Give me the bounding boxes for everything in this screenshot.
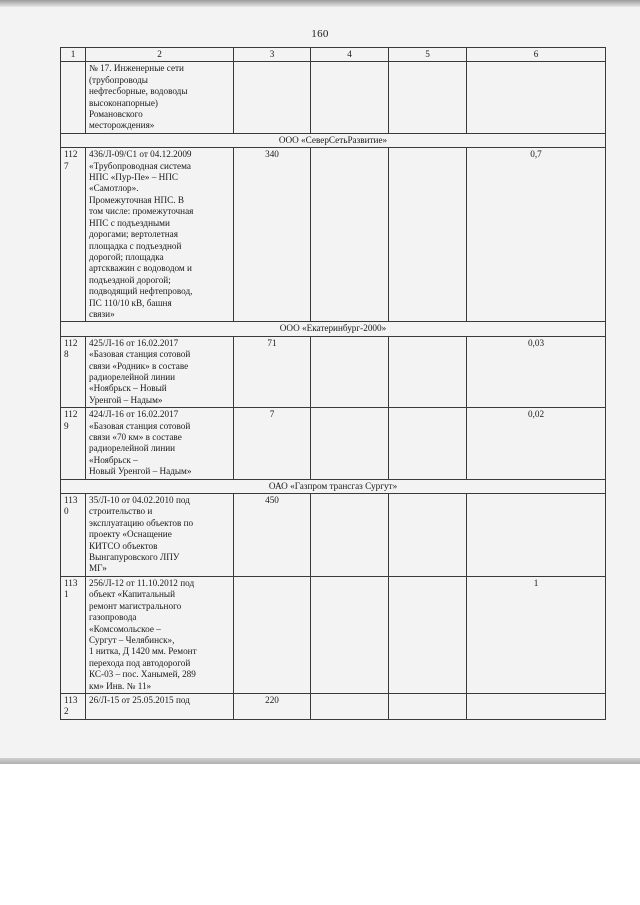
row-col3: 7: [234, 408, 311, 479]
row-number: [61, 62, 86, 133]
row-col6: 1: [467, 576, 606, 693]
row-col5: [389, 336, 467, 407]
org-name: ООО «Екатеринбург-2000»: [61, 322, 606, 336]
row-col3: 450: [234, 494, 311, 577]
row-description: № 17. Инженерные сети (трубопроводы нефтесборные, водоводы высоконапорные) Романовского месторождения»: [86, 62, 234, 133]
row-col4: [311, 62, 389, 133]
column-header-6: 6: [467, 48, 606, 62]
row-description: 26/Л-15 от 25.05.2015 под: [86, 693, 234, 719]
row-col3: [234, 576, 311, 693]
row-col6: [467, 62, 606, 133]
table-row: [61, 693, 606, 719]
row-number: 1128: [61, 336, 86, 407]
row-col3: 71: [234, 336, 311, 407]
column-header-2: 2: [86, 48, 234, 62]
row-description: 256/Л-12 от 11.10.2012 под объект «Капитальный ремонт магистрального газопровода «Комсомольское – Сургут – Челябинск», 1 нитка, Д 1420 мм. Ремонт перехода под автодорогой КС-03 – пос. Ханымей, 289 км» Инв. № 11»: [86, 576, 234, 693]
row-col3: 220: [234, 693, 311, 719]
row-col4: [311, 693, 389, 719]
scan-edge-top: [0, 0, 640, 7]
row-description: 424/Л-16 от 16.02.2017 «Базовая станция сотовой связи «70 км» в составе радиорелейной линии «Ноябрьск – Новый Уренгой – Надым»: [86, 408, 234, 479]
row-description: 425/Л-16 от 16.02.2017 «Базовая станция сотовой связи «Родник» в составе радиорелейной линии «Ноябрьск – Новый Уренгой – Надым»: [86, 336, 234, 407]
registry-table: [60, 47, 606, 720]
row-description: 436/Л-09/С1 от 04.12.2009 «Трубопроводная система НПС «Пур-Пе» – НПС «Самотлор». Промежуточная НПС. В том числе: промежуточная НПС с подъездными дорогами; вертолетная площадка с подъездной дорогой; площадка артскважин с водоводом и подъездной дорогой; подводящий нефтепровод, ПС 110/10 кВ, башня связи»: [86, 148, 234, 322]
scan-edge-bottom: [0, 758, 640, 764]
row-col6: 0,02: [467, 408, 606, 479]
row-col6: 0,7: [467, 148, 606, 322]
row-col5: [389, 62, 467, 133]
row-number: 1132: [61, 693, 86, 719]
row-col5: [389, 408, 467, 479]
row-number: 1129: [61, 408, 86, 479]
org-row: [61, 322, 606, 336]
row-col4: [311, 336, 389, 407]
table-row: [61, 336, 606, 407]
row-number: 1130: [61, 494, 86, 577]
column-header-5: 5: [389, 48, 467, 62]
row-col3: 340: [234, 148, 311, 322]
row-number: 1131: [61, 576, 86, 693]
row-description: 35/Л-10 от 04.02.2010 под строительство и эксплуатацию объектов по проекту «Оснащение КИТСО объектов Вынгапуровского ЛПУ МГ»: [86, 494, 234, 577]
org-name: ОАО «Газпром трансгаз Сургут»: [61, 479, 606, 493]
table-row: [61, 148, 606, 322]
row-col5: [389, 693, 467, 719]
row-number: 1127: [61, 148, 86, 322]
column-header-3: 3: [234, 48, 311, 62]
page-number: 160: [311, 28, 329, 40]
row-col4: [311, 148, 389, 322]
row-col4: [311, 408, 389, 479]
row-col3: [234, 62, 311, 133]
row-col5: [389, 148, 467, 322]
row-col6: [467, 693, 606, 719]
column-header-4: 4: [311, 48, 389, 62]
table-row: [61, 62, 606, 133]
table-row: [61, 494, 606, 577]
table-row: [61, 408, 606, 479]
row-col5: [389, 576, 467, 693]
org-name: ООО «СеверСетьРазвитие»: [61, 133, 606, 147]
row-col4: [311, 576, 389, 693]
org-row: [61, 133, 606, 147]
table-row: [61, 576, 606, 693]
row-col6: 0,03: [467, 336, 606, 407]
row-col5: [389, 494, 467, 577]
row-col4: [311, 494, 389, 577]
column-header-1: 1: [61, 48, 86, 62]
header-row: [61, 48, 606, 62]
org-row: [61, 479, 606, 493]
row-col6: [467, 494, 606, 577]
